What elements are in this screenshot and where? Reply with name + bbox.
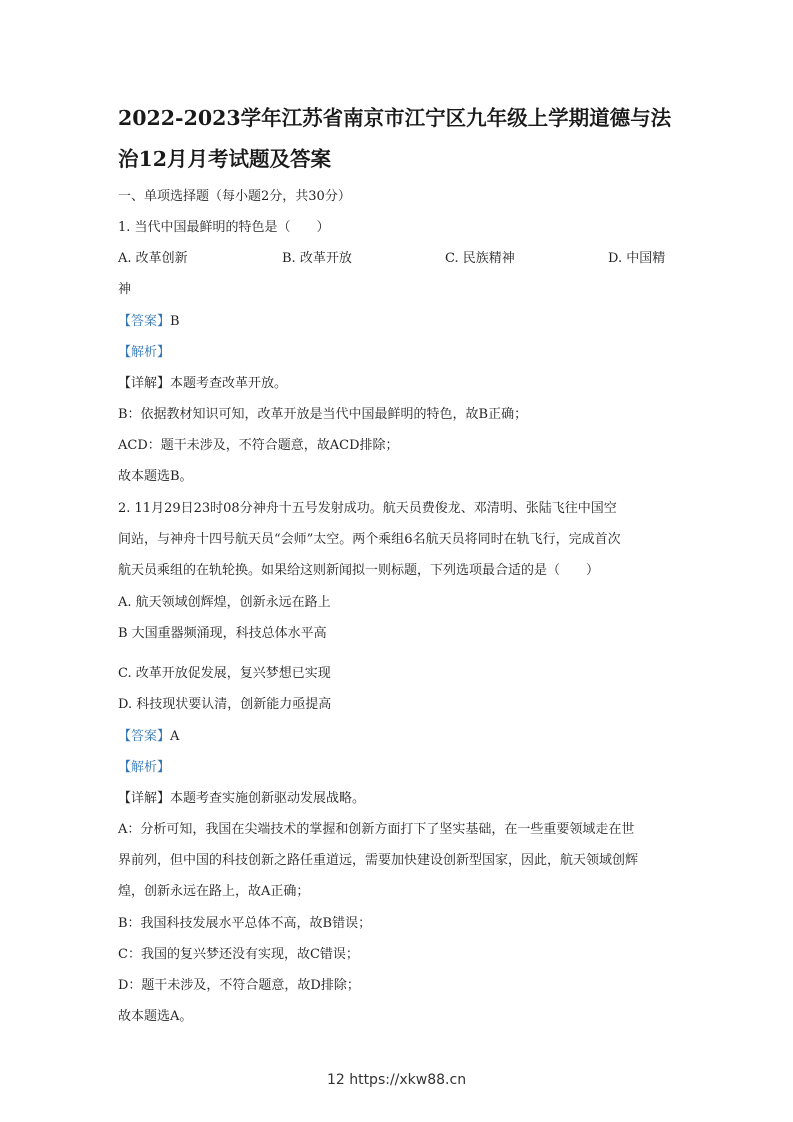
- q2-explain-line: C：我国的复兴梦还没有实现，故C错误；: [118, 947, 359, 962]
- q2-option-c: C. 改革开放促发展，复兴梦想已实现: [118, 666, 331, 681]
- q1-analysis-tag: 【解析】: [118, 345, 171, 360]
- detail-tag: 【详解】: [118, 791, 171, 806]
- q2-stem-line: 间站，与神舟十四号航天员“会师”太空。两个乘组6名航天员将同时在轨飞行，完成首次: [118, 532, 621, 547]
- answer-tag: 【答案】: [118, 729, 171, 744]
- q2-answer: [118, 727, 179, 747]
- q2-detail: [118, 789, 365, 809]
- document-title-line-2: 治12月月考试题及答案: [118, 147, 332, 171]
- page-footer: 12 https://xkw88.cn: [326, 1072, 467, 1088]
- q2-explain-line: 故本题选A。: [118, 1009, 193, 1024]
- q1-stem: 1. 当代中国最鲜明的特色是（ ）: [118, 220, 330, 235]
- q2-explain-line: A：分析可知，我国在尖端技术的掌握和创新方面打下了坚实基础，在一些重要领域走在世: [118, 822, 635, 837]
- q1-explain-line: B：依据教材知识可知，改革开放是当代中国最鲜明的特色，故B正确；: [118, 407, 528, 422]
- answer-value: A: [170, 729, 180, 744]
- q1-explain-line: ACD：题干未涉及，不符合题意，故ACD排除；: [118, 438, 399, 453]
- q1-option-b: B. 改革开放: [282, 251, 352, 266]
- q1-option-d-wrap: 神: [118, 282, 132, 297]
- q2-explain-line: 界前列，但中国的科技创新之路任重道远，需要加快建设创新型国家，因此，航天领域创辉: [118, 853, 639, 868]
- detail-text: 本题考查改革开放。: [170, 376, 288, 391]
- q2-stem-line: 航天员乘组的在轨轮换。如果给这则新闻拟一则标题，下列选项最合适的是（ ）: [118, 563, 600, 578]
- q2-stem-line: 2. 11月29日23时08分神舟十五号发射成功。航天员费俊龙、邓清明、张陆飞往中国空: [118, 501, 617, 516]
- q2-option-d: D. 科技现状要认清，创新能力亟提高: [118, 697, 332, 712]
- q1-detail: [118, 374, 287, 394]
- q1-option-a: A. 改革创新: [118, 251, 188, 266]
- q1-explain-line: 故本题选B。: [118, 469, 193, 484]
- q2-explain-line: B：我国科技发展水平总体不高，故B错误；: [118, 916, 372, 931]
- q1-answer: [118, 312, 180, 332]
- q1-option-d: D. 中国精: [608, 251, 666, 266]
- q1-option-c: C. 民族精神: [445, 251, 515, 266]
- document-title-line-1: 2022-2023学年江苏省南京市江宁区九年级上学期道德与法: [118, 106, 672, 130]
- q2-option-b: B 大国重器频涌现，科技总体水平高: [118, 626, 327, 641]
- detail-text: 本题考查实施创新驱动发展战略。: [170, 791, 366, 806]
- q2-option-a: A. 航天领域创辉煌，创新永远在路上: [118, 595, 331, 610]
- section-heading: 一、单项选择题（每小题2分，共30分）: [118, 189, 351, 204]
- q2-analysis-tag: 【解析】: [118, 760, 171, 775]
- detail-tag: 【详解】: [118, 376, 171, 391]
- q2-explain-line: D：题干未涉及，不符合题意，故D排除；: [118, 978, 360, 993]
- answer-value: B: [170, 314, 180, 329]
- answer-tag: 【答案】: [118, 314, 171, 329]
- q2-explain-line: 煌，创新永远在路上，故A正确；: [118, 884, 310, 899]
